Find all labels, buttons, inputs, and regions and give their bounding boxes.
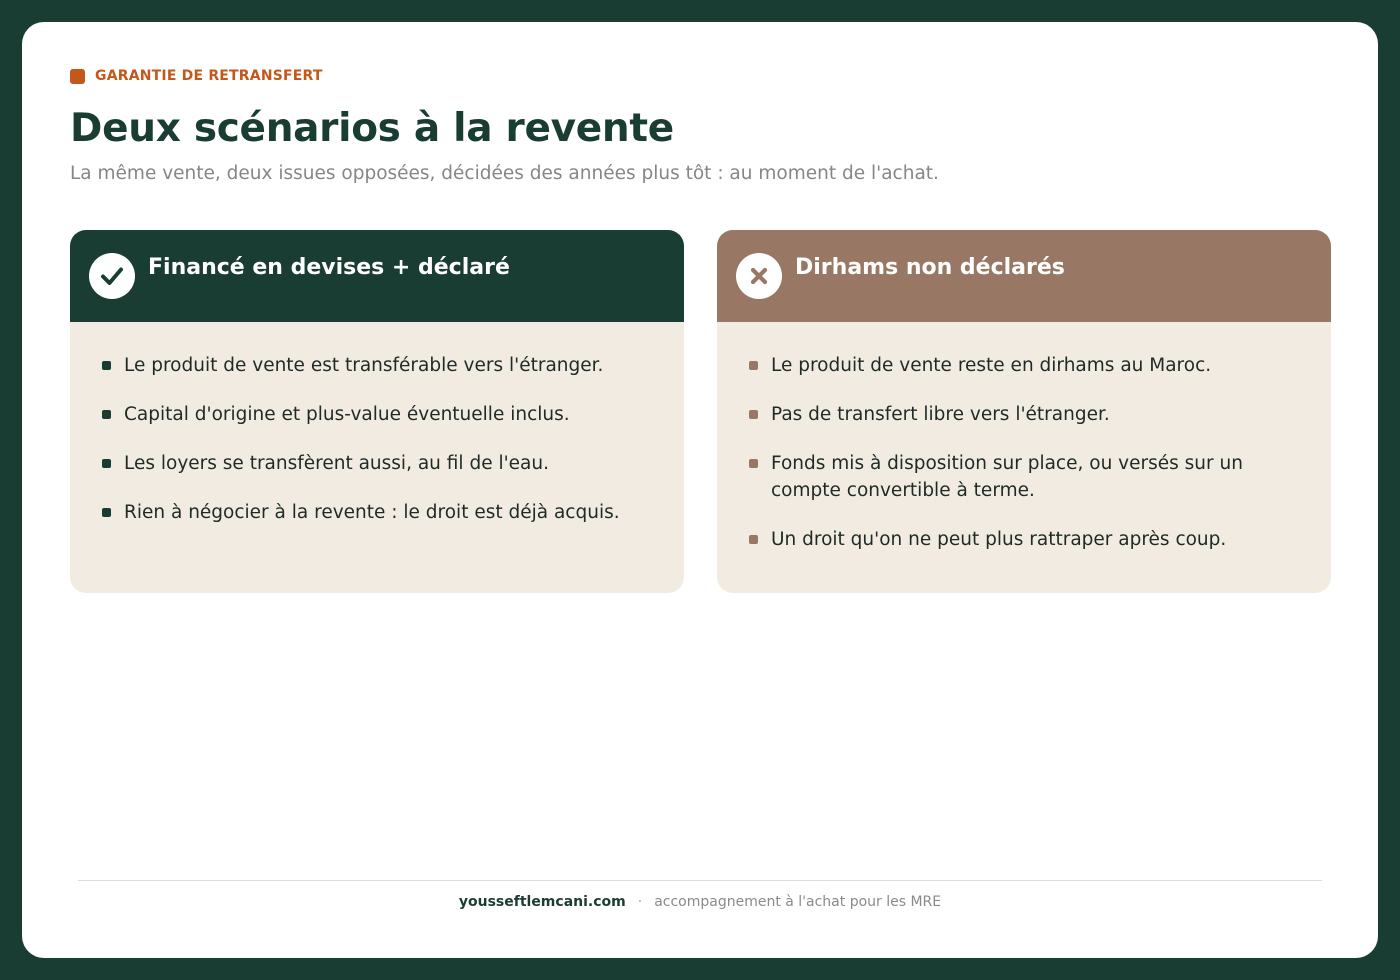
- check-icon: [89, 253, 135, 299]
- eyebrow-square-icon: [70, 69, 85, 84]
- footer-tagline: accompagnement à l'achat pour les MRE: [654, 894, 942, 910]
- card-title: Financé en devises + déclaré: [148, 255, 510, 280]
- list-item-text: Les loyers se transfèrent aussi, au fil de l'eau.: [124, 453, 550, 474]
- list-item-text: Capital d'origine et plus-value éventuelle inclus.: [124, 404, 570, 425]
- bullet-icon: [749, 410, 758, 419]
- bullet-icon: [102, 361, 111, 370]
- list-item: [102, 352, 662, 379]
- footer-site-link[interactable]: yousseftlemcani.com: [458, 894, 626, 910]
- list-item-text: Le produit de vente reste en dirhams au Maroc.: [771, 355, 1212, 376]
- list-item-text: Pas de transfert libre vers l'étranger.: [771, 404, 1110, 425]
- bullet-icon: [102, 459, 111, 468]
- list-item: [102, 401, 662, 428]
- page-subtitle: La même vente, deux issues opposées, décidées des années plus tôt : au moment de l'achat.: [70, 163, 939, 184]
- footer: [22, 894, 1378, 910]
- card-title: Dirhams non déclarés: [795, 255, 1065, 280]
- eyebrow-label: GARANTIE DE RETRANSFERT: [95, 68, 323, 84]
- page: [22, 22, 1378, 958]
- footer-separator: ·: [637, 894, 643, 910]
- bullet-icon: [102, 508, 111, 517]
- card-header: [70, 230, 684, 322]
- list-item-text: Rien à négocier à la revente : le droit est déjà acquis.: [124, 502, 620, 523]
- list-item: [102, 450, 662, 477]
- list-item: [749, 352, 1309, 379]
- bullet-icon: [749, 361, 758, 370]
- card-header: [717, 230, 1331, 322]
- list-item: [102, 499, 662, 526]
- bullet-icon: [749, 535, 758, 544]
- list-item-text: Fonds mis à disposition sur place, ou versés sur un compte convertible à terme.: [771, 453, 1243, 501]
- footer-divider: [78, 880, 1322, 881]
- list-item: [749, 526, 1309, 553]
- list-item: [749, 450, 1309, 504]
- cross-icon: [736, 253, 782, 299]
- card-declared: [70, 230, 684, 593]
- card-undeclared: [717, 230, 1331, 593]
- list-item-text: Un droit qu'on ne peut plus rattraper après coup.: [771, 529, 1227, 550]
- list-item: [749, 401, 1309, 428]
- eyebrow: [70, 68, 323, 84]
- page-title: Deux scénarios à la revente: [70, 106, 674, 151]
- bullet-icon: [749, 459, 758, 468]
- list-item-text: Le produit de vente est transférable vers l'étranger.: [124, 355, 604, 376]
- card-list: [749, 352, 1309, 575]
- card-list: [102, 352, 662, 548]
- bullet-icon: [102, 410, 111, 419]
